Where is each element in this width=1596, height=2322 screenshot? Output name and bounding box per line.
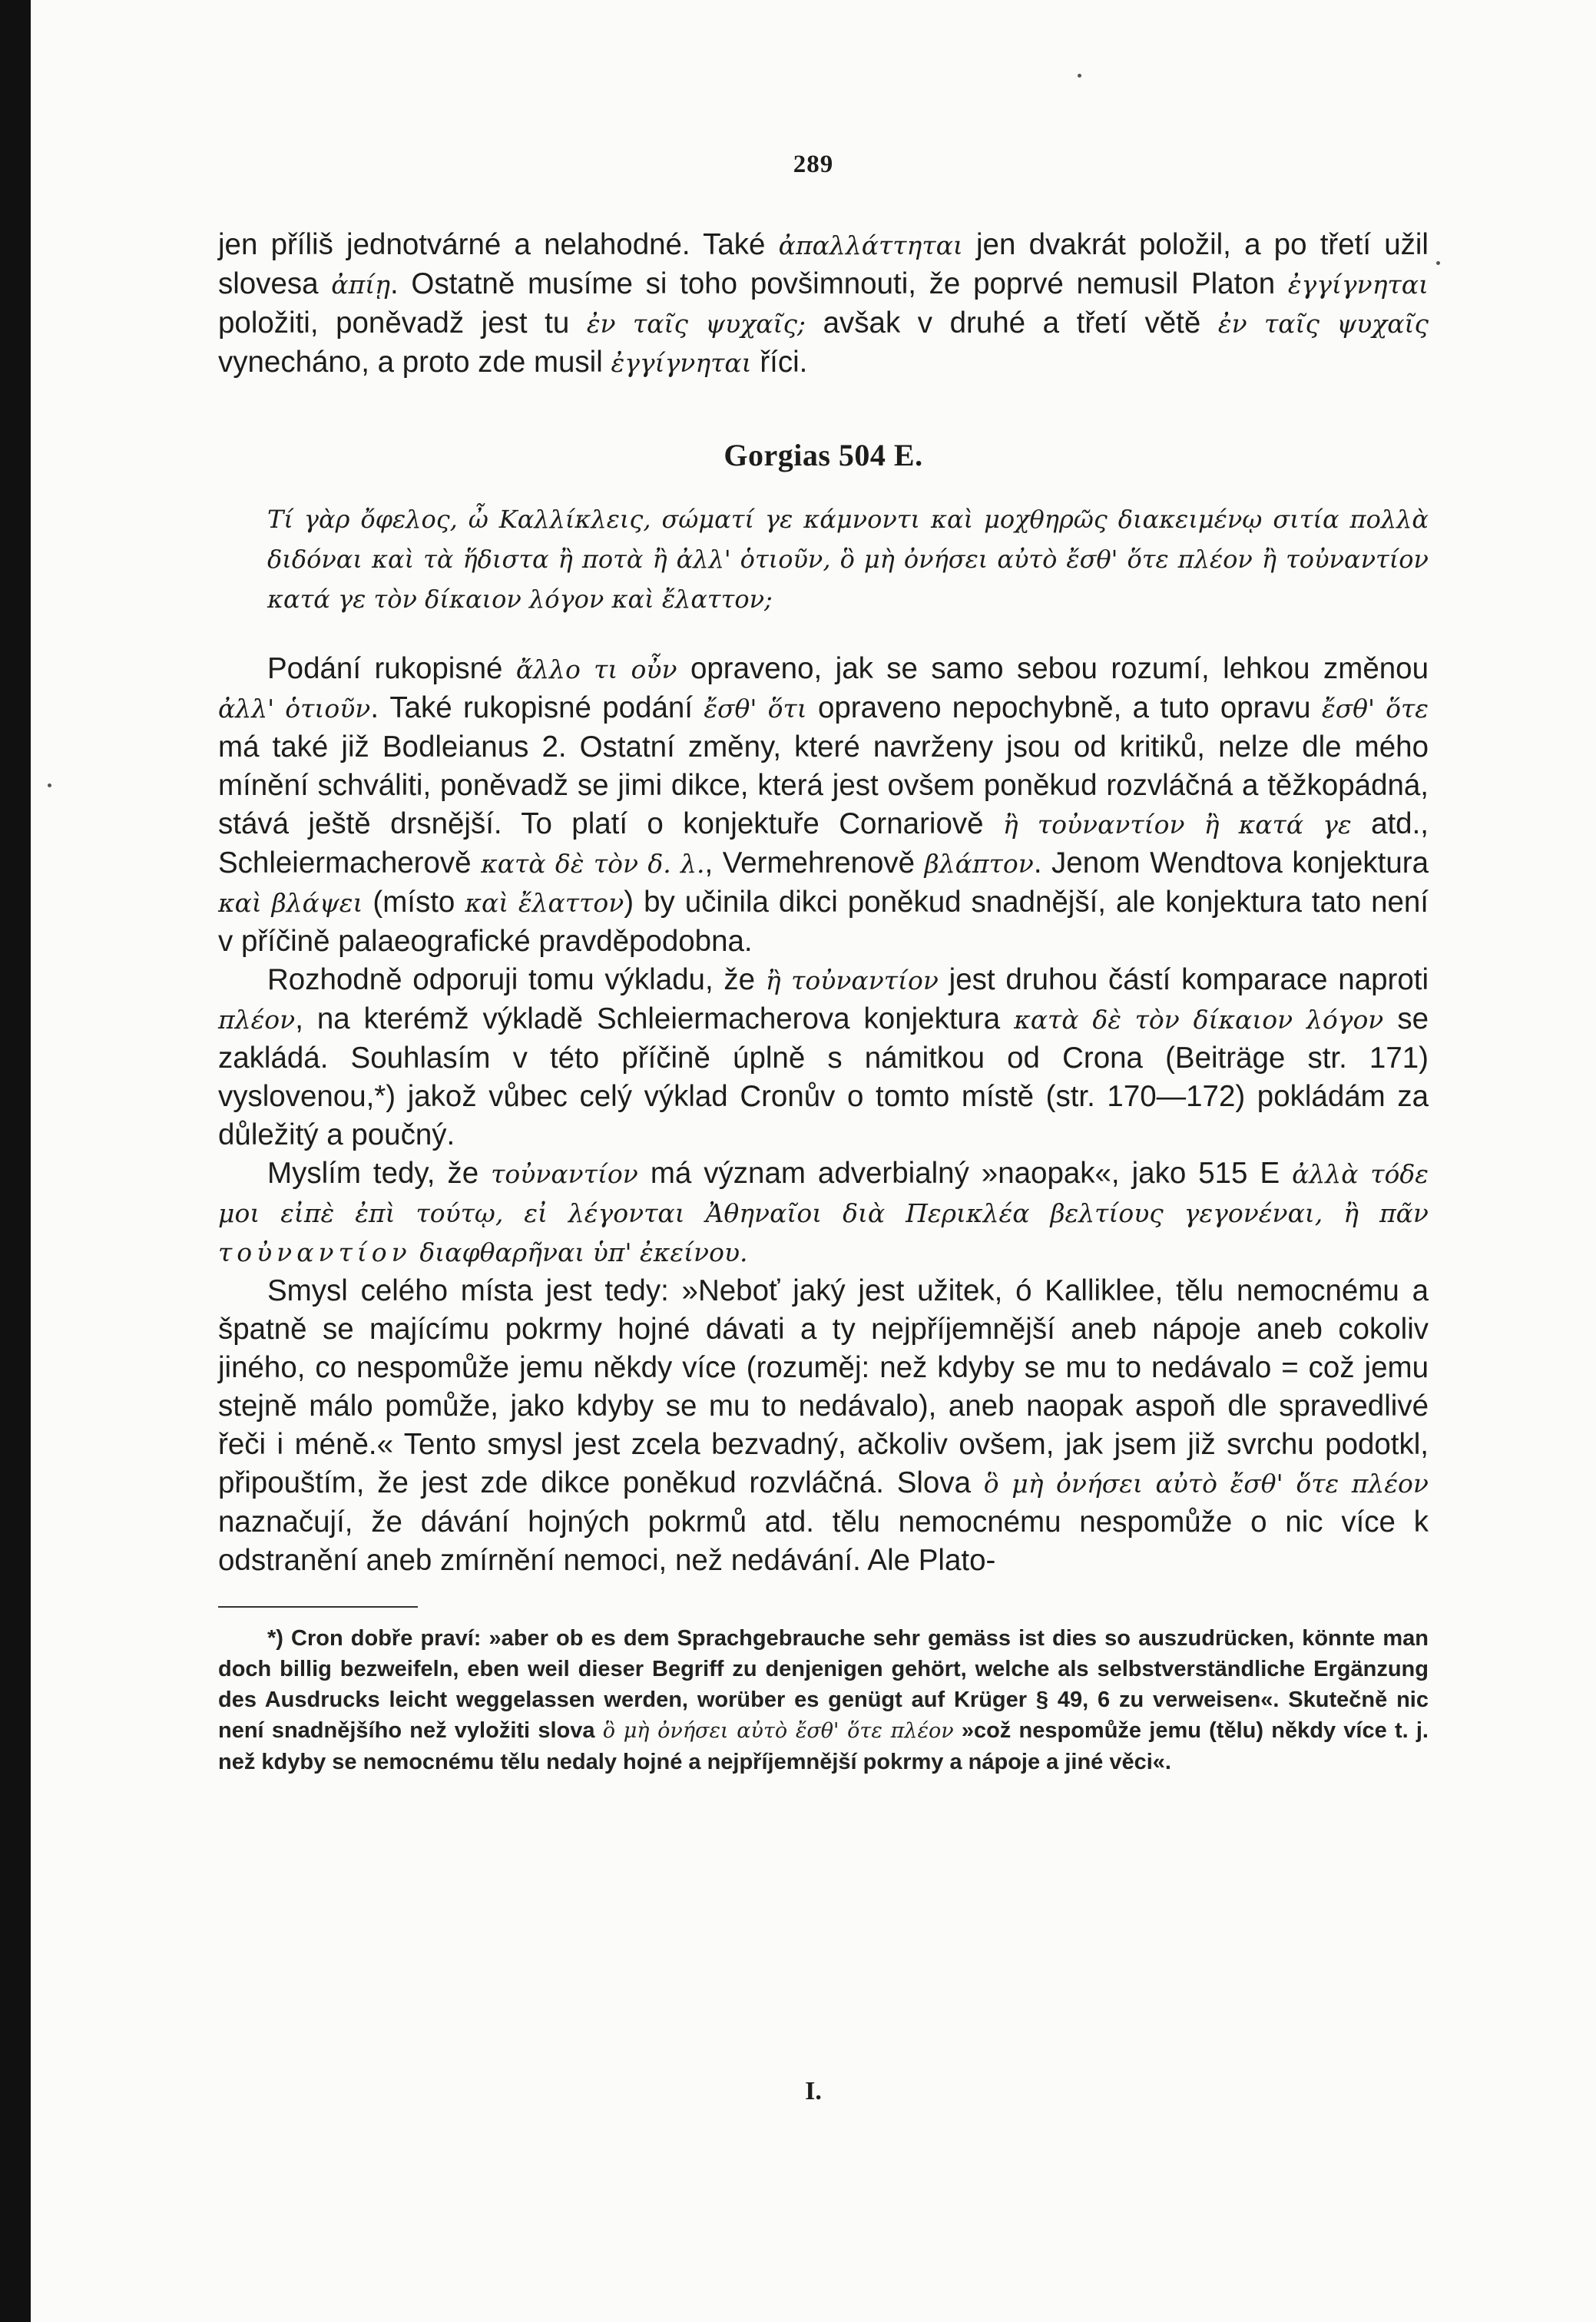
greek-phrase: διαφθαρῆναι ὑπ' ἐκείνου. <box>419 1237 748 1267</box>
greek-spaced-word: τοὐναντίον <box>218 1237 412 1267</box>
greek-word: ὃ μὴ ὀνήσει αὐτὸ ἔσθ' ὅτε πλέον <box>983 1469 1429 1499</box>
greek-word: ἔσθ' ὅτι <box>704 694 807 724</box>
footnote: *) Cron dobře praví: »aber ob es dem Sprachgebrauche sehr gemäss ist dies so auszudrücken, könnte man doch billig bezweifeln, eben weil dieser Begriff zu denjenigen gehört, welche als selbstverständliche Ergänzung des Ausdrucks leicht weggelassen werden, worüber es genügt auf Krüger § 49, 6 zu verweisen«. Skutečně nic není snadnějšího než vyložiti slova ὃ μὴ ὀνήσει αὐτὸ ἔσθ' ὅτε πλέον »což nespomůže jemu (tělu) někdy více t. j. než kdyby se nemocnému tělu nedaly hojné a nejpříjemnější pokrmy a nápoje a jiné věci«. <box>218 1626 1429 1774</box>
greek-phrase: ἀλλὰ τόδε μοι εἰπὲ ἐπὶ τούτῳ, εἰ λέγονται Ἀθηναῖοι διὰ Περικλέα βελτίους γεγονέναι, ἢ πᾶν <box>218 1159 1429 1228</box>
book-page <box>31 0 1596 2322</box>
greek-word: ἢ τοὐναντίον <box>765 966 939 995</box>
paragraph-5: Smysl celého místa jest tedy: »Neboť jaký jest užitek, ó Kalliklee, tělu nemocnému a špatně se majícímu pokrmy hojné dávati a ty nejpříjemnější aneb nápoje aneb cokoliv jiného, co nespomůže jemu někdy více (rozuměj: než kdyby se mu to nedávalo = což jemu stejně málo pomůže, jako kdyby se mu to nedávalo), aneb naopak aspoň dle spravedlivé řeči i méně.« Tento smysl jest zcela bezvadný, ačkoliv ovšem, jak jsem již svrchu podotkl, připouštím, že jest zde dikce poněkud rozvláčná. Slova ὃ μὴ ὀνήσει αὐτὸ ἔσθ' ὅτε πλέον naznačují, že dávání hojných pokrmů atd. tělu nemocnému nespomůže o nic více k odstranění aneb zmírnění nemoci, než nedávání. Ale Plato- <box>218 1274 1429 1577</box>
paragraph-1: jen příliš jednotvárné a nelahodné. Také ἀπαλλάττηται jen dvakrát položil, a po třetí užil slovesa ἀπίῃ. Ostatně musíme si toho povšimnouti, že poprvé nemusil Platon ἐγγίγνηται položiti, poněvadž jest tu ἐν ταῖς ψυχαῖς; avšak v druhé a třetí větě ἐν ταῖς ψυχαῖς vynecháno, a proto zde musil ἐγγίγνηται říci. <box>218 228 1429 379</box>
greek-word: ἀπαλλάττηται <box>778 230 963 260</box>
scan-speck <box>1078 74 1081 78</box>
paragraph-4: Myslím tedy, že τοὐναντίον má význam adverbialný »naopak«, jako 515 E ἀλλὰ τόδε μοι εἰπὲ ἐπὶ τούτῳ, εἰ λέγονται Ἀθηναῖοι διὰ Περικλέα βελτίους γεγονέναι, ἢ πᾶν τοὐναντίον διαφθαρῆναι ὑπ' ἐκείνου. <box>218 1157 1429 1267</box>
greek-word: ἔσθ' ὅτε <box>1321 694 1429 724</box>
greek-word: κατὰ δὲ τὸν δ. λ. <box>481 849 705 879</box>
paragraph-3: Rozhodně odporuji tomu výkladu, že ἢ τοὐναντίον jest druhou částí komparace naproti πλέον, na kterémž výkladě Schleiermacherova konjektura κατὰ δὲ τὸν δίκαιον λόγον se zakládá. Souhlasím v této příčině úplně s námitkou od Crona (Beiträge str. 171) vyslovenou,*) jakož vůbec celý výklad Cronův o tomto místě (str. 170—172) pokládám za důležitý a poučný. <box>218 963 1429 1151</box>
greek-word: ἢ τοὐναντίον ἢ κατά γε <box>1002 810 1352 840</box>
greek-word: πλέον <box>218 1005 296 1035</box>
greek-quote: Τί γὰρ ὄφελος, ὦ Καλλίκλεις, σώματί γε κάμνοντι καὶ μοχθηρῶς διακειμένῳ σιτία πολλὰ διδόναι καὶ τὰ ἥδιστα ἢ ποτὰ ἢ ἀλλ' ὁτιοῦν, ὃ μὴ ὀνήσει αὐτὸ ἔσθ' ὅτε πλέον ἢ τοὐναντίον κατά γε τὸν δίκαιον λόγον καὶ ἔλαττον; <box>267 505 1429 614</box>
greek-word: ἐν ταῖς ψυχαῖς <box>1217 309 1429 339</box>
greek-word: καὶ ἔλαττον <box>465 888 624 918</box>
greek-word: ἀπίῃ <box>331 270 390 300</box>
greek-word: ὃ μὴ ὀνήσει αὐτὸ ἔσθ' ὅτε πλέον <box>602 1719 954 1743</box>
greek-word: ἄλλο τι οὖν <box>515 654 677 684</box>
greek-word: ἐν ταῖς ψυχαῖς; <box>586 309 806 339</box>
signature-mark: I. <box>805 2077 822 2105</box>
paragraph-2: Podání rukopisné ἄλλο τι οὖν opraveno, jak se samo sebou rozumí, lehkou změnou ἀλλ' ὁτιοῦν. Také rukopisné podání ἔσθ' ὅτι opraveno nepochybně, a tuto opravu ἔσθ' ὅτε má také již Bodleianus 2. Ostatní změny, které navrženy jsou od kritiků, nelze dle mého mínění schváliti, poněvadž se jimi dikce, která jest ovšem poněkud rozvláčná a těžkopádná, stává ještě drsnější. To platí o konjektuře Cornariově ἢ τοὐναντίον ἢ κατά γε atd., Schleiermacherově κατὰ δὲ τὸν δ. λ., Vermehrenově βλάπτον. Jenom Wendtova konjektura καὶ βλάψει (místo καὶ ἔλαττον) by učinila dikci poněkud snadnější, ale konjektura tato není v příčině palaeografické pravděpodobna. <box>218 652 1429 958</box>
greek-word: ἀλλ' ὁτιοῦν <box>218 694 371 724</box>
footnote-marker: *) <box>267 1626 283 1651</box>
scan-speck <box>48 783 51 787</box>
greek-word: κατὰ δὲ τὸν δίκαιον λόγον <box>1014 1005 1384 1035</box>
greek-word: τοὐναντίον <box>491 1159 638 1189</box>
greek-word: καὶ βλάψει <box>218 888 363 918</box>
section-heading: Gorgias 504 E. <box>723 438 923 472</box>
greek-word: ἐγγίγνηται <box>1287 270 1429 300</box>
page-body <box>218 226 1429 1777</box>
greek-word: βλάπτον <box>924 849 1034 879</box>
footnote-rule <box>218 1606 418 1608</box>
greek-word: ἐγγίγνηται <box>611 348 752 378</box>
page-number: 289 <box>793 151 834 178</box>
scan-speck <box>1436 261 1440 265</box>
